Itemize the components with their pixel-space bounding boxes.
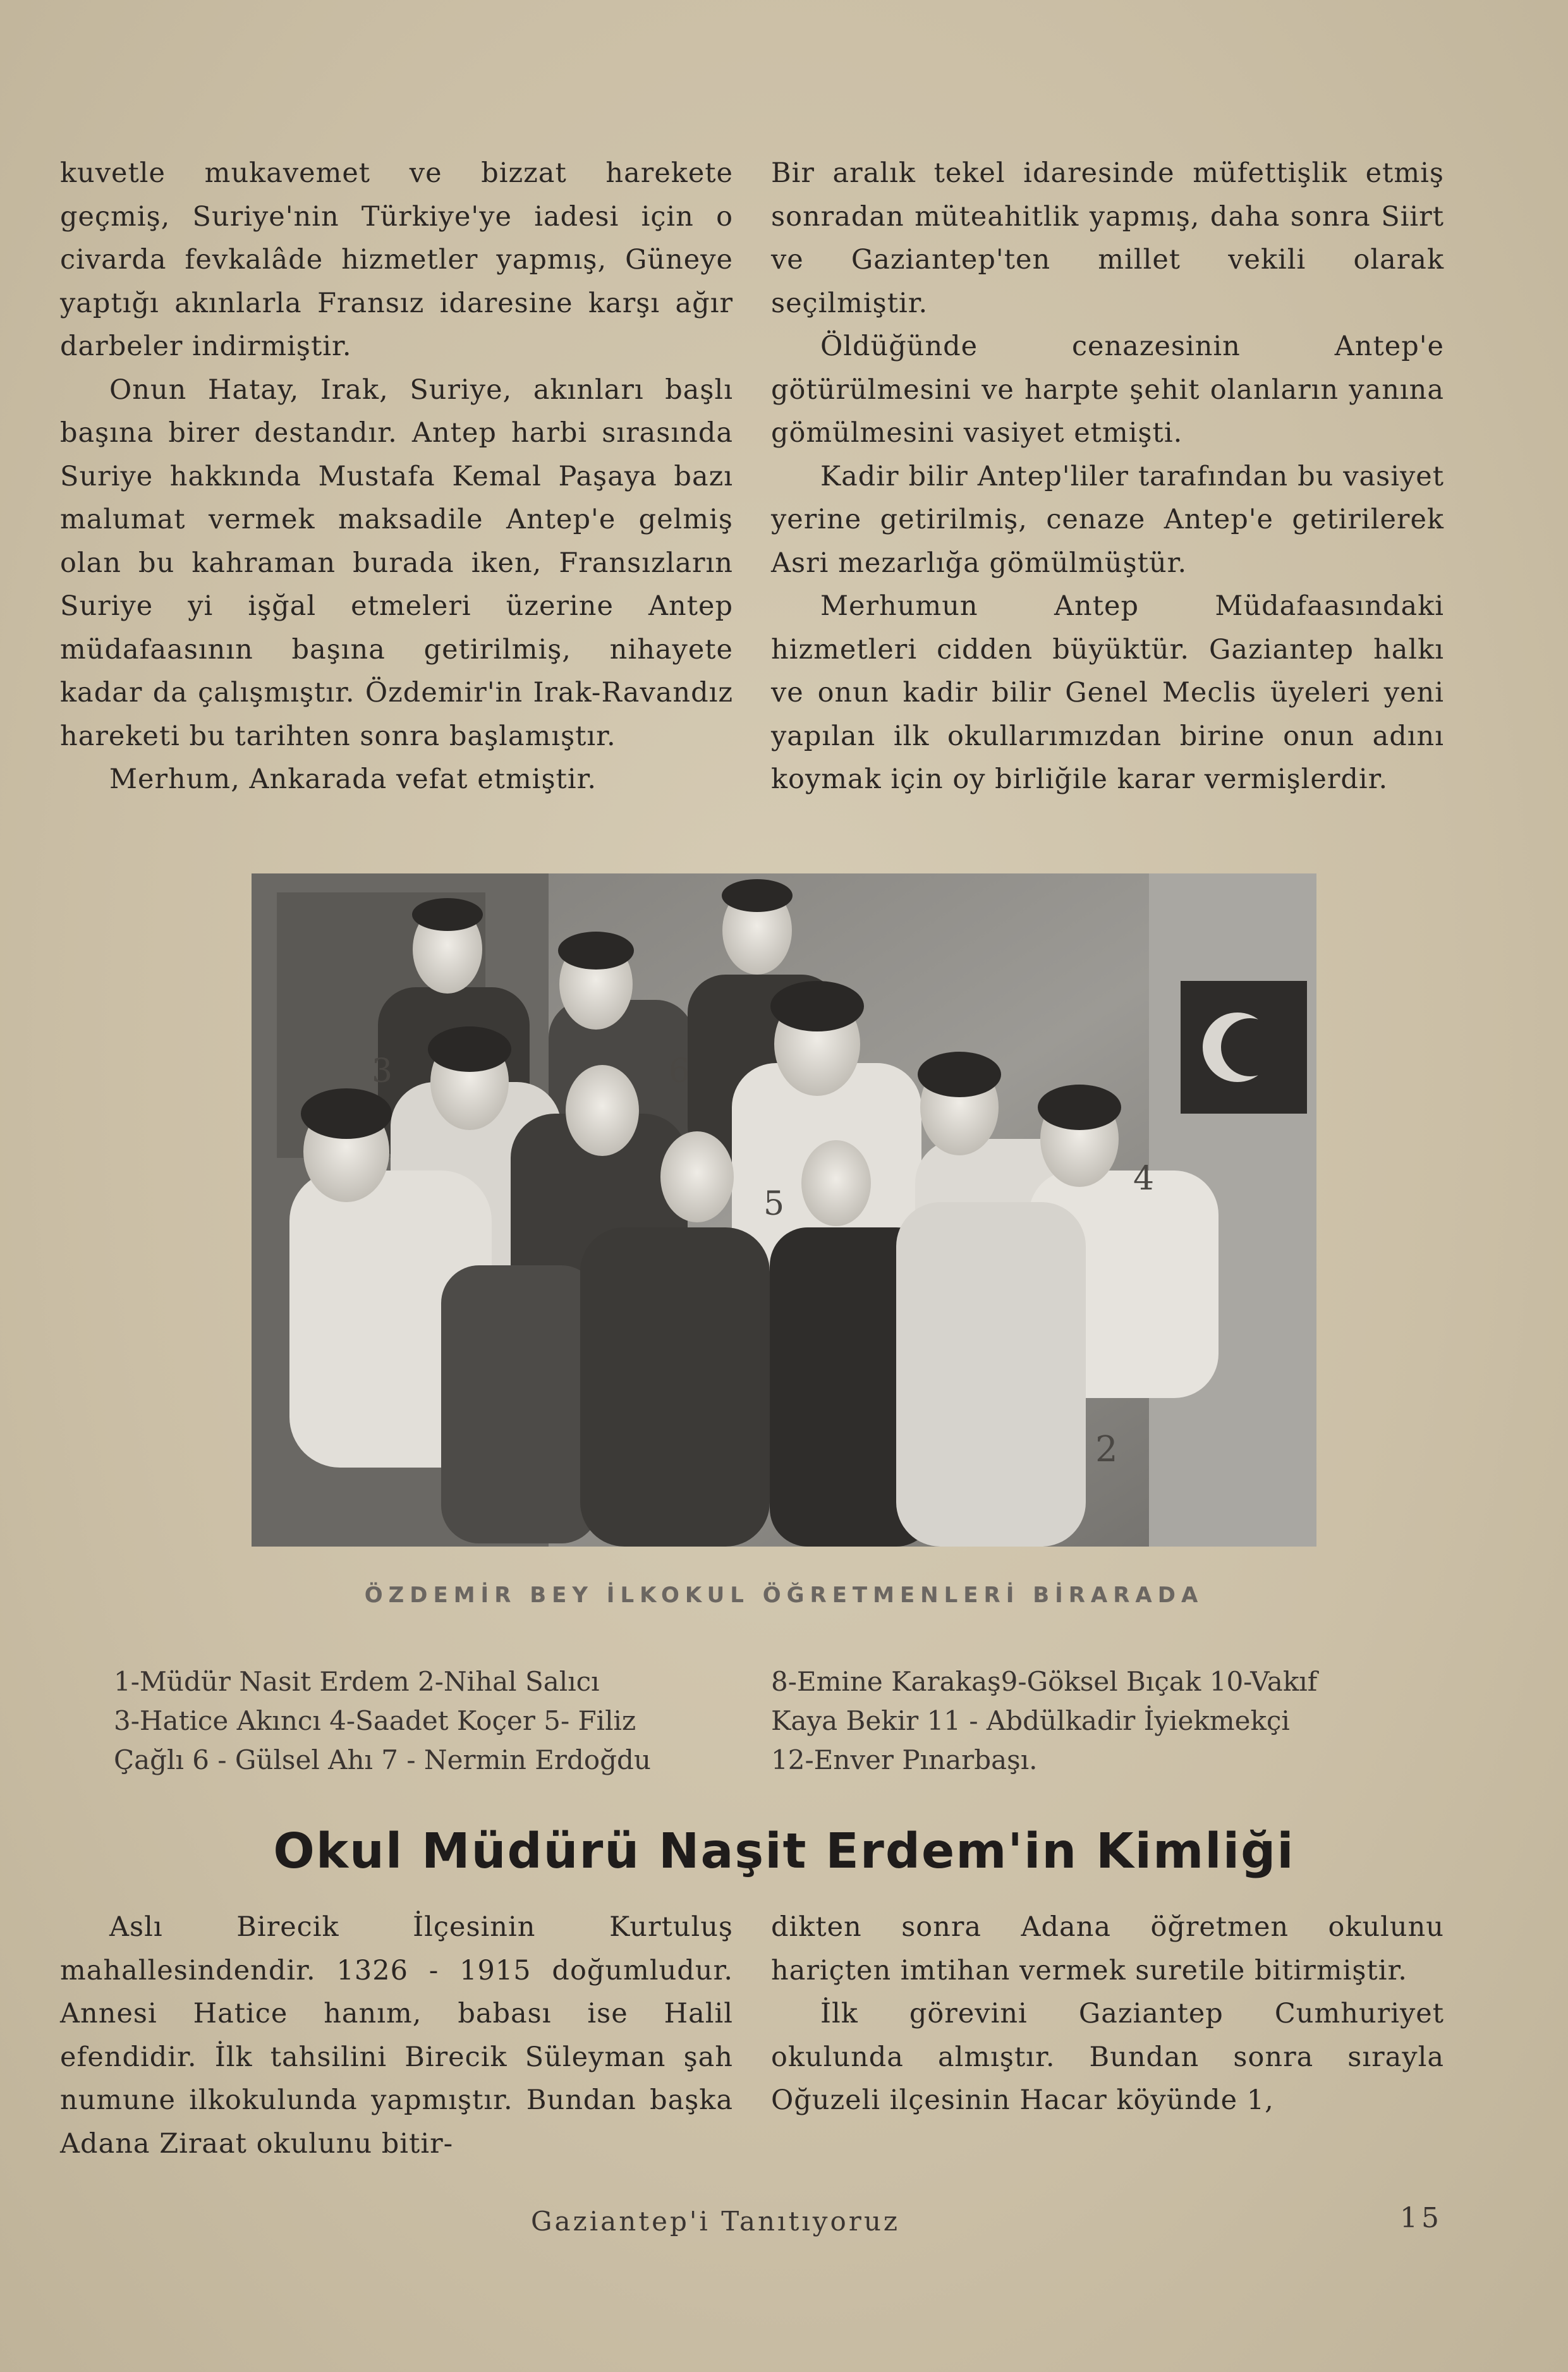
article-left-column xyxy=(60,1906,733,2165)
caption-line: Kaya Bekir 11 - Abdülkadir İyiekmekçi xyxy=(771,1705,1290,1736)
photo-caption-right xyxy=(771,1662,1447,1780)
article-headline: Okul Müdürü Naşit Erdem'in Kimliği xyxy=(273,1823,1295,1880)
top-right-paragraph-2: Öldüğünde cenazesinin Antep'e götürülmesini ve harpte şehit olanların yanına gömülmesini vasiyet etmişti. xyxy=(771,331,1444,449)
caption-line: 12-Enver Pınarbaşı. xyxy=(771,1744,1038,1775)
group-photo xyxy=(252,873,1316,1547)
page-number: 15 xyxy=(1400,2202,1443,2234)
footer-title: Gaziantep'i Tanıtıyoruz xyxy=(531,2206,901,2237)
photo-digit-2: 2 xyxy=(1095,1429,1118,1470)
article-right-paragraph-2: İlk görevini Gaziantep Cumhuriyet okulunda almıştır. Bundan sonra sırayla Oğuzeli ilçesinin Hacar köyünde 1, xyxy=(771,1998,1444,2116)
top-right-paragraph-3: Kadir bilir Antep'liler tarafından bu vasiyet yerine getirilmiş, cenaze Antep'e getirilerek Asri mezarlığa gömülmüştür. xyxy=(771,460,1444,579)
top-right-column xyxy=(771,152,1444,801)
article-left-paragraph-1: Aslı Birecik İlçesinin Kurtuluş mahallesindendir. 1326 - 1915 doğumludur. Annesi Hatice hanım, babası ise Halil efendidir. İlk tahsilini Birecik Süleyman şah numune ilkokulunda yapmıştır. Bundan başka Adana Ziraat okulunu bitir- xyxy=(60,1911,733,2160)
photo-digit-4: 4 xyxy=(1133,1160,1155,1198)
photo-digit-5: 5 xyxy=(763,1185,785,1223)
top-left-paragraph-1: kuvetle mukavemet ve bizzat harekete geçmiş, Suriye'nin Türkiye'ye iadesi için o civarda fevkalâde hizmetler yapmış, Güneye yaptığı akınlarla Fransız idaresine karşı ağır darbeler indirmiştir. xyxy=(60,157,733,362)
top-right-paragraph-4: Merhumun Antep Müdafaasındaki hizmetleri cidden büyüktür. Gaziantep halkı ve onun kadir bilir Genel Meclis üyeleri yeni yapılan ilk okullarımızdan birine onun adını koymak için oy birliğile karar vermişlerdir. xyxy=(771,590,1444,795)
top-left-column xyxy=(60,152,733,801)
top-left-paragraph-2: Onun Hatay, Irak, Suriye, akınları başlı başına birer destandır. Antep harbi sırasında Suriye hakkında Mustafa Kemal Paşaya bazı malumat vermek maksadile Antep'e gelmiş olan bu kahraman burada iken, Fransızların Suriye yi işğal etmeleri üzerine Antep müdafaasının başına getirilmiş, nihayete kadar da çalışmıştır. Özdemir'in Irak-Ravandız hareketi bu tarihten sonra başlamıştır. xyxy=(60,374,733,752)
photo-caption-heading: ÖZDEMİR BEY İLKOKUL ÖĞRETMENLERİ BİRARADA xyxy=(364,1583,1204,1608)
top-left-paragraph-3: Merhum, Ankarada vefat etmiştir. xyxy=(109,763,597,795)
caption-line: 1-Müdür Nasit Erdem 2-Nihal Salıcı xyxy=(114,1666,600,1697)
caption-line: Çağlı 6 - Gülsel Ahı 7 - Nermin Erdoğdu xyxy=(114,1744,651,1775)
caption-line: 3-Hatice Akıncı 4-Saadet Koçer 5- Filiz xyxy=(114,1705,636,1736)
article-right-paragraph-1: dikten sonra Adana öğretmen okulunu hariçten imtihan vermek suretile bitirmiştir. xyxy=(771,1911,1444,1986)
article-right-column xyxy=(771,1906,1444,2122)
photo-digit-3: 3 xyxy=(372,1052,393,1090)
photo-caption-left xyxy=(114,1662,749,1780)
group-photo-image xyxy=(252,873,1316,1547)
photo-digit-6: 6 xyxy=(669,1052,690,1090)
caption-line: 8-Emine Karakaş9-Göksel Bıçak 10-Vakıf xyxy=(771,1666,1318,1697)
top-right-paragraph-1: Bir aralık tekel idaresinde müfettişlik etmiş sonradan müteahitlik yapmış, daha sonra Siirt ve Gaziantep'ten millet vekili olarak seçilmiştir. xyxy=(771,157,1444,319)
